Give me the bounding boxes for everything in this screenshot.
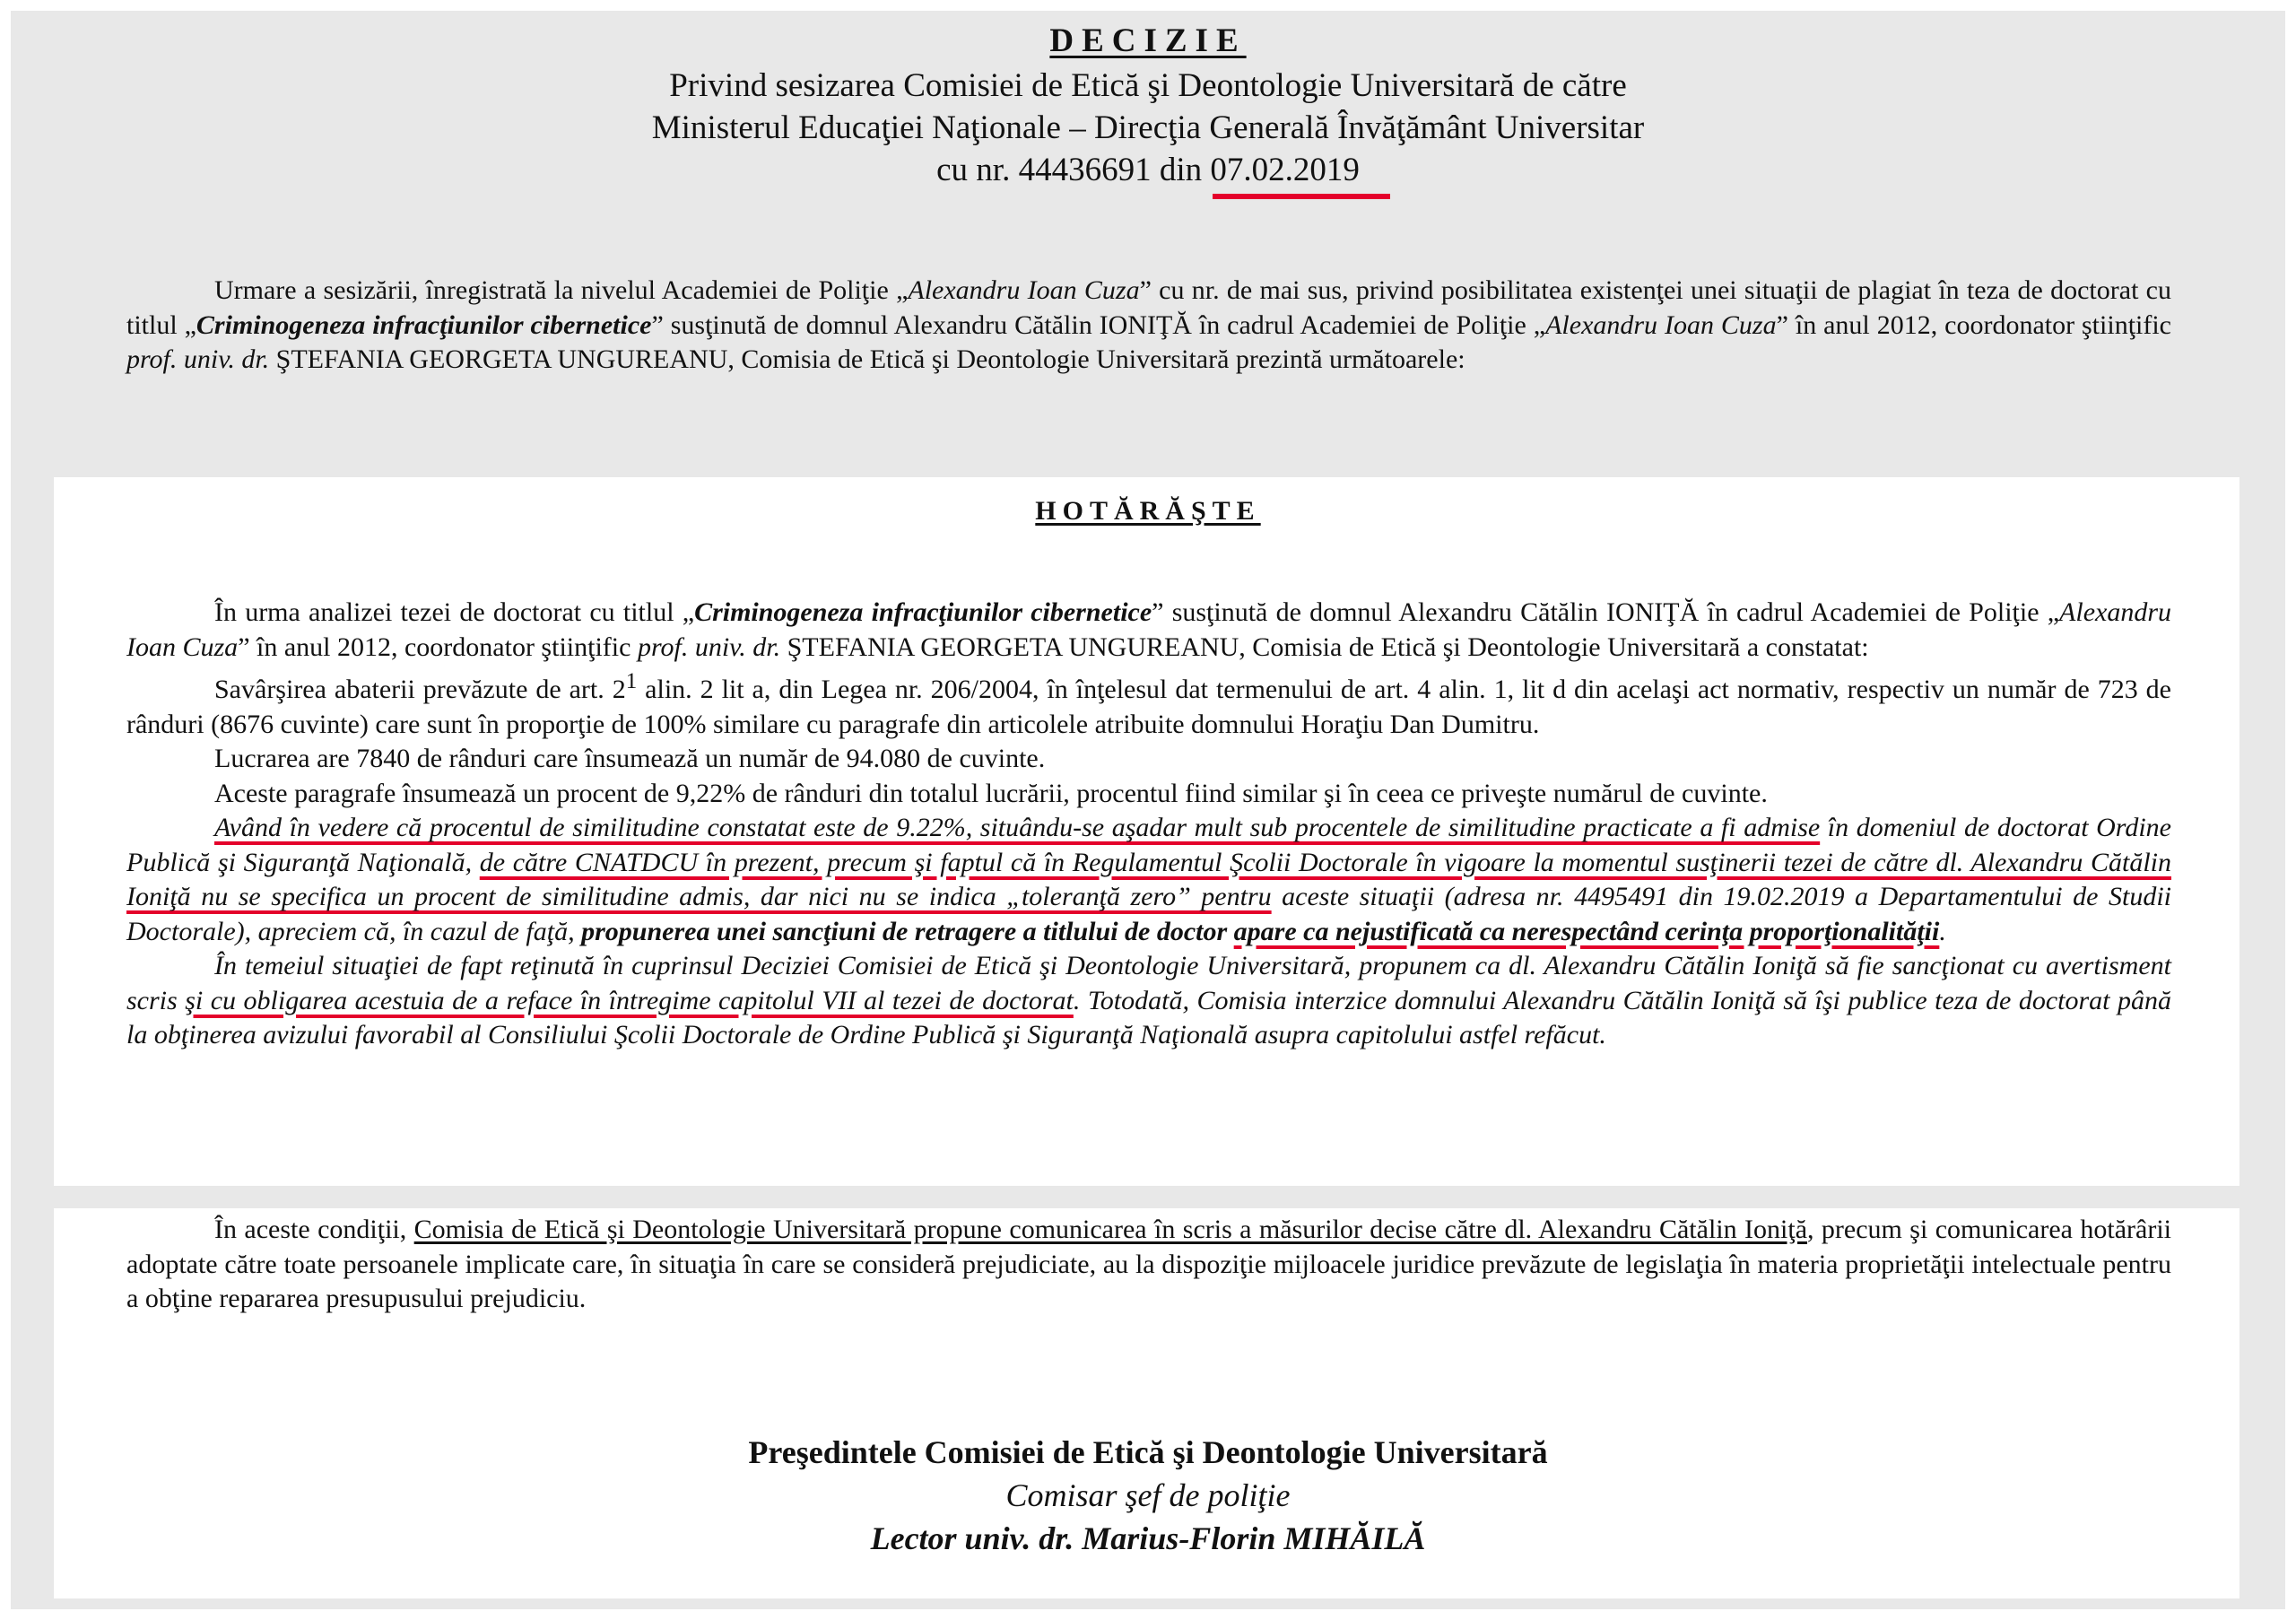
- underlined-text: Comisia de Etică şi Deontologie Universitară propune comunicarea în scris a măsurilor decise către dl. Alexandru Cătălin Ioniţă: [413, 1215, 1808, 1244]
- intro-section: [126, 274, 2171, 378]
- signature-rank: Comisar şef de poliţie: [1005, 1477, 1291, 1513]
- intro-paragraph: [126, 274, 2171, 378]
- intro-text: ” cu nr. de mai sus, privind posibilitatea existenţei unei situaţii de plagiat în teza de doctorat cu titlul „: [126, 275, 2171, 340]
- body-text: ” susţinută de domnul Alexandru Cătălin IONIŢĂ în cadrul Academiei de Poliţie „: [1152, 597, 2060, 627]
- article-superscript: 1: [625, 669, 638, 693]
- body-text: alin. 2 lit a, din Legea nr. 206/2004, în înţelesul dat termenului de art. 4 alin. 1, lit d din acelaşi act normativ, respectiv un număr de 723 de rânduri (8676 cuvinte) care sunt în proporţie de 100% similare cu paragrafe din articolele atribuite domnului Horaţiu Dan Dumitru.: [126, 675, 2171, 739]
- body-text: . Totodată, Comisia interzice domnului Alexandru Cătălin Ioniţă să îşi publice teza de doctorat până la obţinerea avizului favorabil al Consiliului Şcolii Doctorale de Ordine Publică şi Siguranţă Naţională asupra capitolului astfel refăcut.: [126, 985, 2172, 1050]
- analysis-paragraph: [126, 596, 2171, 665]
- academic-title: prof. univ. dr.: [126, 344, 270, 374]
- intro-text: ” susţinută de domnul Alexandru Cătălin IONIŢĂ în cadrul Academiei de Poliţie „: [651, 309, 1546, 340]
- body-text: în domeniul de doctorat Ordine Publică şi Siguranţă Naţională,: [126, 813, 2172, 877]
- highlighted-text: şi cu obligarea acestuia de a reface în întregime capitolul VII al tezei de doctorat: [185, 985, 1074, 1015]
- academy-name: Alexandru Ioan Cuza: [126, 597, 2171, 662]
- thesis-size-paragraph: Lucrarea are 7840 de rânduri care însumează un număr de 94.080 de cuvinte.: [214, 744, 1046, 773]
- body-text: , precum şi comunicarea hotărârii adoptate către toate persoanele implicate care, în situaţia în care se consideră prejudiciate, au la dispoziţie mijloacele juridice prevăzute de legislaţia în materia proprietăţii intelectuale pentru a obţine repararea presupusului prejudiciu.: [126, 1215, 2171, 1313]
- intro-text: Urmare a sesizării, înregistrată la nivelul Academiei de Poliţie „: [214, 275, 909, 305]
- assessment-paragraph: [126, 811, 2171, 949]
- registration-date: 07.02.2019: [1210, 152, 1360, 188]
- signature-role: Preşedintele Comisiei de Etică şi Deontologie Universitară: [748, 1434, 1548, 1470]
- percentage-paragraph: Aceste paragrafe însumează un procent de 9,22% de rânduri din totalul lucrării, procentul fiind similar şi în ceea ce priveşte numărul de cuvinte.: [214, 778, 1768, 808]
- body-text: În urma analizei tezei de doctorat cu titlul „: [214, 597, 695, 627]
- intro-text: ŞTEFANIA GEORGETA UNGUREANU, Comisia de Etică şi Deontologie Universitară prezintă următoarele:: [269, 344, 1465, 374]
- thesis-title: Criminogeneza infracţiunilor cibernetice: [694, 597, 1152, 627]
- highlighted-text: apare ca nejustificată ca nerespectând cerinţa proporţionalităţii: [1233, 916, 1940, 946]
- thesis-title: Criminogeneza infracţiunilor cibernetice: [196, 309, 652, 340]
- body-text: aceste situaţii (adresa nr. 4495491 din 19.02.2019 a Departamentului de Studii Doctorale), apreciem că, în cazul de faţă,: [126, 882, 2171, 946]
- subtitle-line-2: Ministerul Educaţiei Naţionale – Direcţia Generală Învăţământ Universitar: [651, 109, 1645, 146]
- signature-name: Lector univ. dr. Marius-Florin MIHĂILĂ: [870, 1520, 1426, 1556]
- document-title: DECIZIE: [1049, 22, 1247, 59]
- body-text: ” în anul 2012, coordonator ştiinţific: [238, 631, 638, 662]
- body-text: În temeiul situaţiei de fapt reţinută în cuprinsul Deciziei Comisiei de Etică şi Deontologie Universitară, propunem ca dl. Alexandru Cătălin Ioniţă să fie sancţionat cu avertisment scris: [126, 951, 2171, 1015]
- bold-text: propunerea unei sancţiuni de retragere a titlului de doctor: [581, 916, 1234, 946]
- intro-text: ” în anul 2012, coordonator ştiinţific: [1776, 309, 2172, 340]
- body-text: .: [1939, 916, 1946, 946]
- body-text: ŞTEFANIA GEORGETA UNGUREANU, Comisia de Etică şi Deontologie Universitară a constatat:: [780, 631, 1869, 662]
- decision-body: [126, 596, 2171, 1053]
- body-text: În aceste condiţii,: [214, 1215, 414, 1244]
- academy-name: Alexandru Ioan Cuza: [1545, 309, 1777, 340]
- subtitle-line-1: Privind sesizarea Comisiei de Etică şi Deontologie Universitară de către: [669, 67, 1627, 104]
- registration-number: cu nr. 44436691 din: [936, 152, 1211, 188]
- highlighted-text: Având în vedere că procentul de similitudine constatat este de 9.22%, situându-se aşadar mult sub procentele de similitudine practicate a fi admise: [214, 813, 1821, 842]
- highlighted-text: de către CNATDCU în prezent, precum şi faptul că în Regulamentul Şcolii Doctorale în vigoare la momentul susţinerii tezei de către dl. Alexandru Cătălin Ioniţă nu se specifica un procent de similitudine admis, dar nici nu se indica „toleranţă zero” pentru: [126, 847, 2172, 911]
- academy-name: Alexandru Ioan Cuza: [908, 275, 1140, 305]
- academic-title: prof. univ. dr.: [637, 631, 781, 662]
- sanction-paragraph: [126, 949, 2171, 1053]
- date-highlight-mark: [1213, 194, 1390, 199]
- subtitle-line-3: [0, 149, 2296, 191]
- conclusion-paragraph: [126, 1213, 2171, 1317]
- decision-heading: HOTĂRĂŞTE: [1035, 496, 1261, 526]
- violation-paragraph: [126, 665, 2171, 742]
- conclusion-section: [126, 1213, 2171, 1317]
- body-text: Savârşirea abaterii prevăzute de art. 2: [214, 675, 626, 704]
